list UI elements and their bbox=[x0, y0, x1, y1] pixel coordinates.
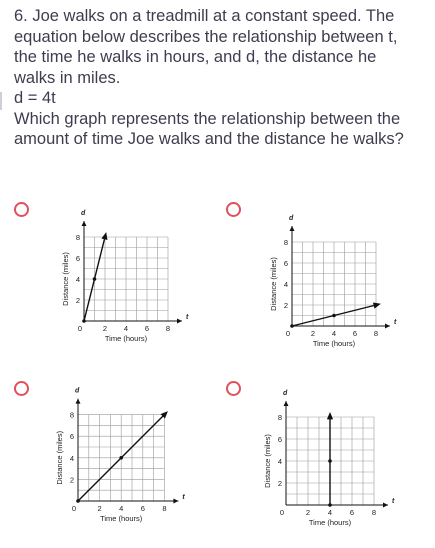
y-tick-label: 2 bbox=[69, 475, 75, 485]
y-axis-title: Distance (miles) bbox=[55, 430, 64, 485]
y-axis-letter: d bbox=[81, 210, 86, 217]
graph-a-svg bbox=[58, 205, 193, 345]
y-tick-label: 6 bbox=[277, 435, 283, 444]
x-tick-label: 8 bbox=[165, 324, 171, 333]
origin-label: 0 bbox=[71, 504, 77, 513]
x-tick-label: 6 bbox=[140, 504, 145, 513]
graph-option-d bbox=[262, 381, 412, 531]
data-point bbox=[76, 499, 80, 503]
y-tick-label: 2 bbox=[277, 479, 283, 488]
graph-option-b bbox=[268, 205, 408, 350]
x-axis-title: Time (hours) bbox=[312, 339, 356, 348]
graph-c-svg bbox=[56, 384, 196, 524]
x-tick-label: 4 bbox=[119, 504, 124, 513]
x-tick-label: 2 bbox=[97, 504, 102, 513]
y-axis-title: Distance (miles) bbox=[269, 257, 278, 311]
graph-option-c bbox=[56, 384, 196, 524]
y-tick-label: 4 bbox=[277, 457, 283, 466]
x-axis-arrow bbox=[173, 499, 178, 504]
y-axis-arrow bbox=[76, 399, 81, 404]
y-axis-arrow bbox=[82, 221, 87, 226]
x-tick-label: 4 bbox=[331, 329, 337, 338]
x-tick-label: 4 bbox=[327, 508, 333, 517]
x-axis-title: Time (hours) bbox=[104, 334, 148, 343]
y-tick-label: 8 bbox=[283, 238, 289, 247]
y-axis-letter: d bbox=[289, 215, 294, 222]
data-point bbox=[328, 415, 332, 419]
origin-label: 0 bbox=[285, 329, 291, 338]
origin-label: 0 bbox=[279, 508, 285, 517]
x-axis-arrow bbox=[383, 503, 388, 508]
y-tick-label: 8 bbox=[75, 233, 81, 242]
question-line: Which graph represents the relationship between the bbox=[14, 109, 401, 128]
x-tick-label: 4 bbox=[123, 324, 129, 333]
y-tick-label: 2 bbox=[75, 296, 81, 305]
x-axis-arrow bbox=[385, 324, 390, 329]
data-point bbox=[332, 314, 336, 318]
radio-button-c[interactable] bbox=[14, 381, 29, 396]
y-tick-label: 4 bbox=[69, 453, 75, 463]
data-point bbox=[93, 277, 97, 281]
y-tick-label: 6 bbox=[69, 432, 75, 442]
y-tick-label: 8 bbox=[277, 413, 283, 422]
left-accent-bar bbox=[0, 92, 2, 110]
question-line: walks in miles. bbox=[14, 68, 121, 87]
data-point bbox=[328, 459, 332, 463]
x-axis-letter: t bbox=[392, 498, 395, 505]
question-line: amount of time Joe walks and the distance he walks? bbox=[14, 130, 404, 148]
radio-button-b[interactable] bbox=[226, 202, 241, 217]
y-tick-label: 2 bbox=[283, 301, 289, 310]
data-point bbox=[163, 413, 167, 417]
data-point bbox=[290, 324, 294, 328]
data-point bbox=[82, 319, 86, 323]
x-axis-title: Time (hours) bbox=[308, 518, 352, 527]
graph-d-svg bbox=[262, 381, 412, 531]
question-line: equation below describes the relationship between t, bbox=[14, 27, 398, 46]
x-tick-label: 2 bbox=[305, 508, 311, 517]
y-axis-arrow bbox=[284, 401, 289, 406]
x-tick-label: 2 bbox=[102, 324, 108, 333]
x-axis-arrow bbox=[177, 319, 182, 324]
equation: d = 4t bbox=[14, 89, 56, 107]
x-axis-letter: t bbox=[394, 319, 397, 326]
x-axis-letter: t bbox=[182, 494, 185, 501]
x-tick-label: 6 bbox=[352, 329, 358, 338]
origin-label: 0 bbox=[77, 324, 83, 333]
radio-button-a[interactable] bbox=[14, 202, 29, 217]
question-text bbox=[14, 6, 430, 150]
question-line: 6. Joe walks on a treadmill at a constant speed. The bbox=[14, 7, 395, 25]
y-axis-letter: d bbox=[283, 390, 288, 397]
x-tick-label: 2 bbox=[310, 329, 316, 338]
y-axis-title: Distance (miles) bbox=[263, 434, 272, 488]
data-point bbox=[374, 303, 378, 307]
data-point bbox=[328, 503, 332, 507]
x-tick-label: 8 bbox=[373, 329, 379, 338]
y-tick-label: 6 bbox=[283, 259, 289, 268]
y-axis-arrow bbox=[290, 226, 295, 231]
x-tick-label: 8 bbox=[371, 508, 377, 517]
y-tick-label: 8 bbox=[69, 410, 75, 420]
data-point bbox=[119, 456, 123, 460]
question-line: the time he walks in hours, and d, the distance he bbox=[14, 48, 377, 66]
graph-b-svg bbox=[268, 205, 408, 350]
graph-option-a bbox=[58, 205, 193, 345]
radio-button-d[interactable] bbox=[226, 381, 241, 396]
x-tick-label: 8 bbox=[162, 504, 167, 513]
data-point bbox=[103, 235, 107, 239]
y-axis-letter: d bbox=[75, 387, 80, 395]
x-tick-label: 6 bbox=[349, 508, 355, 517]
y-tick-label: 4 bbox=[75, 275, 81, 284]
x-axis-title: Time (hours) bbox=[100, 514, 143, 523]
y-axis-title: Distance (miles) bbox=[61, 252, 70, 306]
x-axis-letter: t bbox=[186, 314, 189, 321]
x-tick-label: 6 bbox=[144, 324, 150, 333]
y-tick-label: 6 bbox=[75, 254, 81, 263]
y-tick-label: 4 bbox=[283, 280, 289, 289]
